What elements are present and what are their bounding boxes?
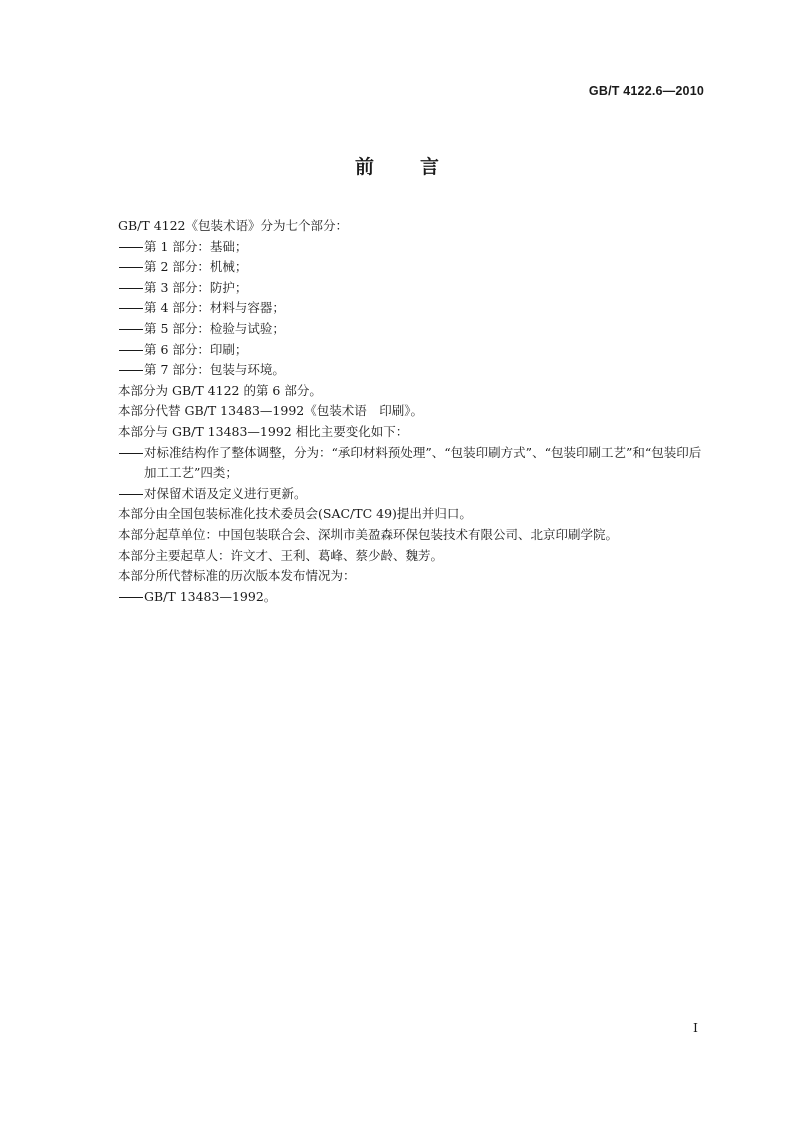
history-text: GB/T 13483—1992。: [144, 588, 277, 604]
part-label: 第 6 部分：印刷；: [144, 341, 248, 357]
history-intro-paragraph: 本部分所代替标准的历次版本发布情况为：: [118, 568, 356, 584]
part-label: 第 4 部分：材料与容器；: [144, 300, 285, 316]
drafters-paragraph: 本部分主要起草人：许文才、王利、葛峰、蔡少龄、魏芳。: [118, 547, 444, 563]
part-label: 第 3 部分：防护；: [144, 279, 248, 295]
change-text: 对保留术语及定义进行更新。: [144, 485, 307, 501]
replaces-paragraph: 本部分代替 GB/T 13483—1992《包装术语 印刷》。: [118, 403, 423, 419]
list-item-part-6: [118, 340, 708, 361]
list-item-change-1: [118, 443, 708, 484]
em-dash-marker: [118, 237, 144, 258]
drafting-units-paragraph: 本部分起草单位：中国包装联合会、深圳市美盈森环保包装技术有限公司、北京印刷学院。: [118, 526, 619, 542]
change-text: 对标准结构作了整体调整，分为：“承印材料预处理”、“包装印刷方式”、“包装印刷工艺”和“包装印后加工工艺”四类；: [144, 444, 702, 481]
proposed-by-paragraph: 本部分由全国包装标准化技术委员会(SAC/TC 49)提出并归口。: [118, 506, 472, 522]
em-dash-marker: [118, 319, 144, 340]
page-number: I: [693, 1020, 698, 1035]
part-label: 第 1 部分：基础；: [144, 238, 248, 254]
em-dash-marker: [118, 340, 144, 361]
em-dash-marker: [118, 484, 144, 505]
list-item-part-4: [118, 298, 708, 319]
page-title: 前言: [354, 156, 485, 178]
part-label: 第 7 部分：包装与环境。: [144, 362, 285, 378]
list-item-part-2: [118, 257, 708, 278]
em-dash-marker: [118, 278, 144, 299]
part-label: 第 5 部分：检验与试验；: [144, 320, 285, 336]
list-item-part-5: [118, 319, 708, 340]
list-item-history-1: [118, 587, 708, 608]
changes-intro-paragraph: 本部分与 GB/T 13483—1992 相比主要变化如下：: [118, 423, 409, 439]
list-item-part-7: [118, 360, 708, 381]
em-dash-marker: [118, 443, 144, 464]
list-item-part-3: [118, 278, 708, 299]
standard-number: GB/T 4122.6—2010: [588, 84, 704, 98]
part-label: 第 2 部分：机械；: [144, 259, 248, 275]
foreword-body: [118, 216, 708, 607]
em-dash-marker: [118, 298, 144, 319]
this-part-paragraph: 本部分为 GB/T 4122 的第 6 部分。: [118, 382, 322, 398]
em-dash-marker: [118, 257, 144, 278]
list-item-part-1: [118, 237, 708, 258]
em-dash-marker: [118, 587, 144, 608]
list-item-change-2: [118, 484, 708, 505]
intro-paragraph: GB/T 4122《包装术语》分为七个部分：: [118, 218, 349, 233]
em-dash-marker: [118, 360, 144, 381]
